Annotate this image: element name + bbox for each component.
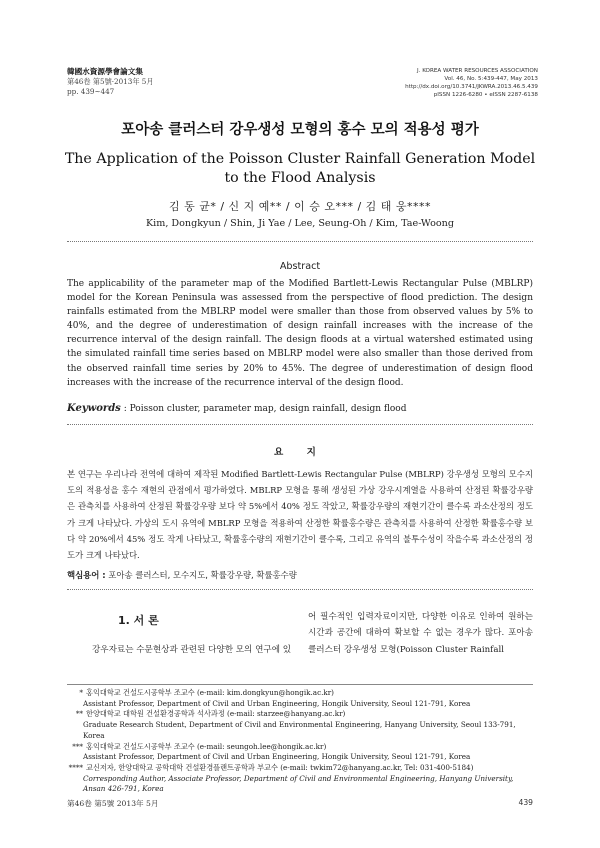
ko-keywords-text: 포아송 클러스터, 모수지도, 확률강우량, 확률홍수량 <box>105 570 297 580</box>
abstract-text: The applicability of the parameter map of the Modified Bartlett-Lewis Rectangular Pulse (MBLRP) model for the Korean Peninsula was assessed from the perspective of flood prediction. The design rainfalls estimated from the MBLRP model were smaller than those from observed values by 5% to 40%, and the degree of underestimation of design rainfall increases with the increase of the recurrence interval of the design rainfall. The design floods at a virtual watershed estimated using the simulated rainfall time series based on MBLRP model were also smaller than those derived from the observed rainfall time series by 20% to 45%. The degree of underestimation of design flood increases with the increase of the recurrence interval of the design flood. <box>67 279 533 388</box>
footnote-en: Corresponding Author, Associate Professor, Department of Civil and Environmental Engineering, Hanyang University, Ansan 426-791, Korea <box>83 773 514 794</box>
doi-link[interactable]: http://dx.doi.org/10.3741/JKWRA.2013.46.5.439 <box>405 84 538 90</box>
keywords-text: : Poisson cluster, parameter map, design rainfall, design flood <box>123 404 407 414</box>
authors-english: Kim, Dongkyun / Shin, Ji Yae / Lee, Seung-Oh / Kim, Tae-Woong <box>146 218 454 229</box>
issn: pISSN 1226-6280 • eISSN 2287-6138 <box>433 92 538 98</box>
footnote-en: Graduate Research Student, Department of Civil and Environmental Engineering, Hanyang University, Seoul 133-791, Korea <box>83 720 516 740</box>
journal-volume-ko: 第46卷 第5號·2013年 5月 <box>67 77 154 86</box>
divider <box>67 241 533 242</box>
keywords-label: Keywords <box>67 403 121 414</box>
title-korean: 포아송 클러스터 강우생성 모형의 홍수 모의 적용성 평가 <box>121 122 479 138</box>
footnote: ** 한양대학교 대학원 건설환경공학과 석사과정 (e-mail: starzee@hanyang.ac.kr) <box>75 709 346 719</box>
footnote-rule <box>67 684 533 685</box>
keywords-line <box>67 403 406 414</box>
yoji-text: 본 연구는 우리나라 전역에 대하여 제작된 Modified Bartlett-Lewis Rectangular Pulse (MBLRP) 강우생성 모형의 모수지도의 적용성을 홍수 재현의 관점에서 평가하였다. MBLRP 모형을 통해 생성된 가상 강우시계열을 사용하여 산정된 확률강우량은 관측치를 사용하여 산정된 확률강우량 보다 약 5%에서 40% 정도 작았고, 확률강우량의 재현기간이 클수록 과소산정의 정도가 크게 나타났다. 가상의 도시 유역에 MBLRP 모형을 적용하여 산정한 확률홍수량은 관측치를 사용하여 산정한 확률홍수량 보다 약 20%에서 45% 정도 작게 나타났고, 확률홍수량의 재현기간이 클수록, 그리고 유역의 불투수성이 작을수록 과소산정의 정도가 크게 나타났다. <box>67 469 533 561</box>
footnotes <box>67 688 537 795</box>
body-right-column: 어 필수적인 입력자료이지만, 다양한 이유로 인하여 원하는 시간과 공간에 대하여 확보할 수 없는 경우가 많다. 포아송 클러스터 강우생성 모형(Poisson Cluster Rainfall <box>308 612 533 655</box>
divider <box>67 424 533 425</box>
footer-issue: 第46卷 第5號 2013年 5月 <box>67 799 159 808</box>
footnote: **** 교신저자, 한양대학교 공학대학 건설환경플랜트공학과 부교수 (e-mail: twkim72@hanyang.ac.kr, Tel: 031-400-5184) <box>68 762 474 772</box>
page-number: 439 <box>518 798 533 807</box>
body-left-column: 강우자료는 수문현상과 관련된 다양한 모의 연구에 있 <box>92 645 292 655</box>
journal-volume-en: Vol. 46, No. 5:439-447, May 2013 <box>444 76 538 82</box>
journal-header-left <box>67 67 154 97</box>
ko-keywords-label: 핵심용어 : <box>67 570 106 580</box>
authors-korean: 김 동 균* / 신 지 예** / 이 승 오*** / 김 태 웅**** <box>168 200 432 213</box>
footnote-en: Assistant Professor, Department of Civil and Urban Engineering, Hongik University, Seoul 121-791, Korea <box>83 752 471 762</box>
yoji-heading: 요 지 <box>274 447 326 458</box>
journal-name-ko: 韓國水資源學會論文集 <box>67 67 143 76</box>
ko-keywords-line <box>67 569 297 581</box>
title-english: The Application of the Poisson Cluster Rainfall Generation Model to the Flood Analysis <box>64 151 536 186</box>
section-heading: 1. 서 론 <box>118 614 159 627</box>
abstract-heading: Abstract <box>279 261 321 272</box>
journal-name-en: J. KOREA WATER RESOURCES ASSOCIATION <box>416 68 538 74</box>
footnote-en: Assistant Professor, Department of Civil and Urban Engineering, Hongik University, Seoul 121-791, Korea <box>83 698 471 708</box>
journal-header-right <box>405 67 538 99</box>
footnote: * 홍익대학교 건설도시공학부 조교수 (e-mail: kim.dongkyun@hongik.ac.kr) <box>79 688 334 697</box>
journal-pages: pp. 439~447 <box>67 87 115 96</box>
divider <box>67 589 533 590</box>
footnote: *** 홍익대학교 건설도시공학부 조교수 (e-mail: seungoh.lee@hongik.ac.kr) <box>72 741 327 751</box>
